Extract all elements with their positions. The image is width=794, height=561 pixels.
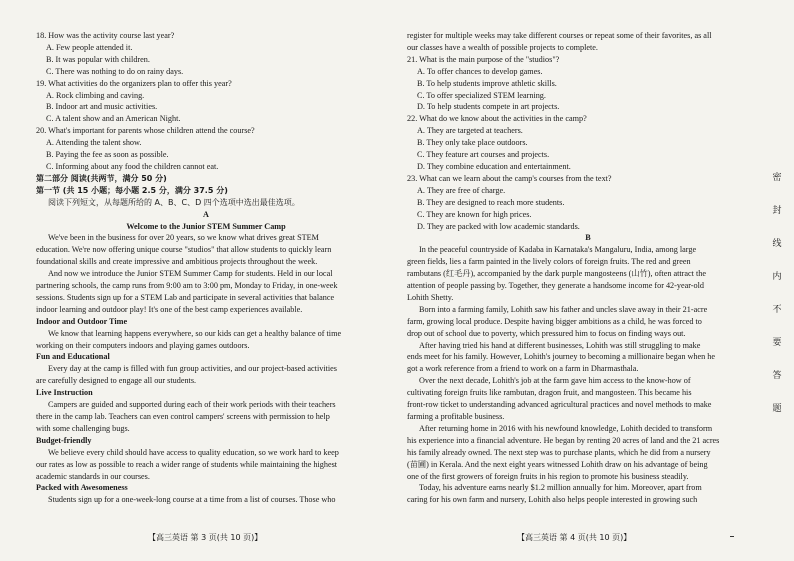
right-text-line: A. They are free of charge.	[417, 185, 506, 195]
right-text-line: (苗圃) in Kerala. And the next eight years witnessed Lohith draw on his advantage of being	[407, 459, 708, 469]
left-text-line: A. Rock climbing and caving.	[46, 90, 145, 100]
right-text-line: After returning home in 2016 with his newfound knowledge, Lohith decided to transform	[419, 423, 713, 433]
left-text-line: education. We're now offering unique course "studios" that allow students to quickly learn	[36, 245, 332, 255]
seal-line-char: 封	[772, 206, 782, 216]
right-text-line: drop out of school due to poverty, which pressured him to focus on finding ways out.	[407, 328, 686, 338]
left-text-line: B. Indoor art and music activities.	[46, 102, 158, 112]
right-text-line: In the peaceful countryside of Kadaba in Karnataka's Mangaluru, India, among large	[419, 245, 697, 255]
right-text-line: C. They are known for high prices.	[417, 209, 532, 219]
right-text-line: caring for his own farm and nursery, Lohith also helps people interested in growing such	[407, 495, 698, 505]
page-4-text	[407, 30, 769, 506]
left-text-line: B. Paying the fee as soon as possible.	[46, 150, 169, 160]
page-3-footer: 【高三英语 第 3 页(共 10 页)】	[148, 533, 263, 542]
left-text-line: 18. How was the activity course last year?	[36, 31, 175, 40]
right-text-line: register for multiple weeks may take different courses or repeat some of their favorites, as all	[407, 31, 712, 40]
left-text-line: Packed with Awesomeness	[36, 483, 128, 493]
right-text-line: B. They are designed to reach more students.	[417, 197, 565, 207]
right-text-line: C. They feature art courses and projects.	[417, 150, 550, 160]
right-text-line: 21. What is the main purpose of the "studios"?	[407, 54, 560, 64]
left-text-line: Welcome to the Junior STEM Summer Camp	[126, 221, 286, 231]
left-text-line: Campers are guided and supported during each of their work periods with their teachers	[48, 400, 336, 410]
right-text-line: farm, growing local produce. Despite having bigger ambitions as a child, he was forced to	[407, 316, 702, 326]
seal-line-char: 答	[772, 371, 782, 381]
seal-line-char: 内	[772, 272, 782, 282]
page-4-footer: 【高三英语 第 4 页(共 10 页)】	[517, 533, 632, 542]
left-text-line: B. It was popular with children.	[46, 54, 150, 64]
left-text-line: Live Instruction	[36, 388, 93, 398]
left-text-line: Students sign up for a one-week-long course at a time from a list of courses. Those who	[48, 495, 336, 505]
seal-line-char: 不	[772, 305, 782, 315]
right-text-line: Over the next decade, Lohith's job at the farm gave him access to the know-how of	[419, 376, 691, 386]
right-text-line: attention of people passing by. Together, they generate a handsome income for 42-year-old	[407, 281, 704, 291]
left-text-line: working on their computers indoors and playing games outdoors.	[36, 340, 250, 350]
left-text-line: We believe every child should have access to quality education, so we work hard to keep	[48, 447, 339, 457]
left-text-line: C. Informing about any food the children cannot eat.	[46, 161, 219, 171]
right-text-line: D. To help students compete in art projects.	[417, 102, 560, 112]
left-text-line: A. Attending the talent show.	[46, 138, 142, 148]
left-text-line: partnering schools, the camp runs from 9:00 am to 3:00 pm, Monday to Friday, in one-week	[36, 281, 338, 291]
right-text-line: one of the first growers of foreign fruits in his region to promote his business steadily.	[407, 471, 689, 481]
left-text-line: Every day at the camp is filled with fun group activities, and our project-based activities	[48, 364, 337, 374]
seal-line-notice	[770, 170, 784, 414]
left-text-line: there in the camp lab. Teachers can even control campers' screens with permission to help	[36, 412, 330, 421]
left-text-line: indoor learning and outdoor play! It's one of the best camp experiences available.	[36, 304, 303, 314]
right-text-line: C. To offer specialized STEM learning.	[417, 90, 546, 100]
right-text-line: ends meet for his family. However, Lohith's journey to becoming a millionaire began when he	[407, 352, 716, 362]
right-text-line: 23. What can we learn about the camp's courses from the text?	[407, 173, 612, 183]
page-4	[397, 0, 794, 561]
left-text-line: sessions. Students sign up for a STEM Lab and participate in several activities that balance	[36, 292, 335, 302]
left-text-line: 20. What's important for parents whose children attend the course?	[36, 126, 255, 136]
left-text-line: C. A talent show and an American Night.	[46, 114, 181, 124]
page-mark	[730, 536, 734, 537]
left-text-line: our rates as low as possible to reach a wider range of students while maintaining the highest	[36, 459, 338, 469]
left-text-line: And now we introduce the Junior STEM Summer Camp for students. Held in our local	[48, 269, 333, 279]
left-text-line: 阅读下列短文，从每题所给的 A、B、C、D 四个选项中选出最佳选项。	[48, 197, 300, 207]
seal-line-char: 题	[772, 404, 782, 414]
right-text-line: After having tried his hand at different businesses, Lohith was still struggling to make	[419, 340, 701, 350]
left-text-line: 第一节 (共 15 小题；每小题 2.5 分，满分 37.5 分)	[36, 185, 228, 195]
right-text-line: B. They only take place outdoors.	[417, 138, 528, 148]
right-text-line: D. They combine education and entertainment.	[417, 161, 571, 171]
seal-line-char: 线	[772, 239, 782, 249]
right-text-line: A. They are targeted at teachers.	[417, 126, 523, 136]
right-text-line: 22. What do we know about the activities in the camp?	[407, 114, 587, 124]
left-text-line: with some challenging bugs.	[36, 423, 130, 433]
seal-line-char: 要	[772, 338, 782, 348]
right-text-line: Born into a farming family, Lohith saw his father and uncles slave away in their 21-acre	[419, 304, 708, 314]
right-text-line: cultivating foreign fruits like rambutan, dragon fruit, and mangosteen. This became his	[407, 388, 692, 398]
left-text-line: are carefully designed to engage all our students.	[36, 376, 197, 386]
right-text-line: our classes have a wealth of possible projects to complete.	[407, 42, 598, 52]
right-text-line: B	[585, 233, 591, 243]
right-text-line: B. To help students improve athletic skills.	[417, 78, 557, 88]
page-3-text	[36, 30, 376, 506]
left-text-line: A	[203, 209, 209, 219]
right-text-line: his experience into a financial adventure. He began by renting 20 acres of land and the 21 acres	[407, 435, 720, 445]
left-text-line: C. There was nothing to do on rainy days.	[46, 66, 184, 76]
right-text-line: rambutans (红毛丹), accompanied by the dark purple mangosteens (山竹), often attract the	[407, 269, 706, 279]
left-text-line: We've been in the business for over 20 years, so we know what drives great STEM	[48, 233, 319, 243]
right-text-line: Today, his adventure earns nearly $1.2 million annually for him. Moreover, apart from	[419, 483, 702, 493]
left-text-line: A. Few people attended it.	[46, 42, 133, 52]
left-text-line: 19. What activities do the organizers plan to offer this year?	[36, 78, 232, 88]
right-text-line: farming a profitable business.	[407, 412, 505, 421]
right-text-line: Lohith Shetty.	[407, 292, 454, 302]
left-text-line: academic standards in our courses.	[36, 471, 150, 481]
seal-line-char: 密	[772, 173, 782, 183]
right-text-line: green fields, lies a farm painted in the lively colors of foreign fruits. The red and green	[407, 257, 691, 267]
left-text-line: foundational skills and create impressive and ambitious projects throughout the week.	[36, 257, 318, 267]
right-text-line: got a work reference from a friend to work on a farm in Dharmasthala.	[407, 364, 639, 374]
right-text-line: A. To offer chances to develop games.	[417, 66, 543, 76]
left-text-line: Budget-friendly	[36, 435, 92, 445]
left-text-line: Fun and Educational	[36, 352, 110, 362]
left-text-line: 第二部分 阅读(共两节，满分 50 分)	[36, 173, 167, 183]
left-text-line: Indoor and Outdoor Time	[36, 316, 128, 326]
right-text-line: D. They are packed with low academic standards.	[417, 221, 580, 231]
right-text-line: his family already owned. The next step was to purchase plants, which he did from a nursery	[407, 447, 711, 457]
right-text-line: front-row ticket to understanding advanced agricultural practices and novel methods to make	[407, 400, 712, 410]
left-text-line: We know that learning happens everywhere, so our kids can get a healthy balance of time	[48, 328, 342, 338]
